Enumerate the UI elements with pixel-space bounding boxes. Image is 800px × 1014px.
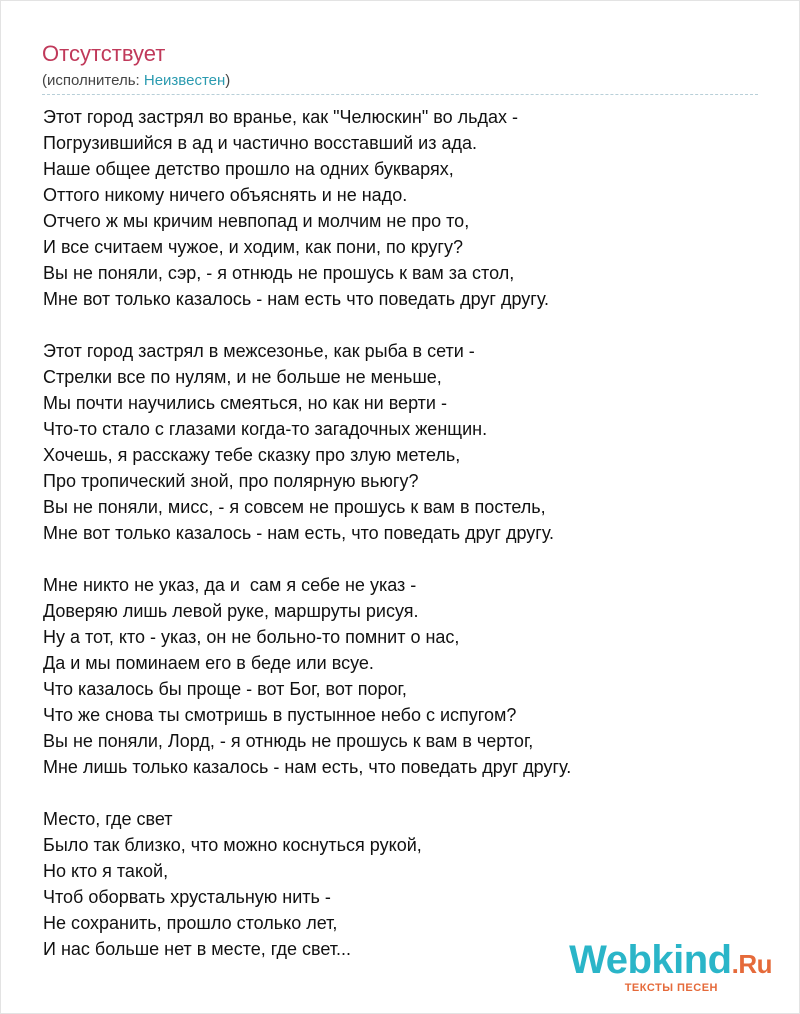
artist-prefix: (исполнитель: [42,72,144,89]
lyric-line: Мне никто не указ, да и сам я себе не указ - [43,575,417,595]
lyric-line: Хочешь, я расскажу тебе сказку про злую метель, [43,445,461,465]
lyric-line: Доверяю лишь левой руке, маршруты рисуя. [43,601,419,621]
lyric-line: Что-то стало с глазами когда-то загадочных женщин. [43,419,488,439]
artist-suffix: ) [225,72,231,89]
lyric-line: Вы не поняли, мисс, - я совсем не прошусь к вам в постель, [43,497,546,517]
lyric-line: Погрузившийся в ад и частично восставший из ада. [43,133,478,153]
lyric-line: Да и мы поминаем его в беде или всуе. [43,653,374,673]
lyric-line: Мы почти научились смеяться, но как ни верти - [43,393,447,413]
lyric-line: Вы не поняли, сэр, - я отнюдь не прошусь к вам за стол, [43,263,515,283]
lyric-line: Не сохранить, прошло столько лет, [43,913,338,933]
lyric-line: Оттого никому ничего объяснять и не надо. [43,185,408,205]
song-header [42,40,758,91]
lyric-line: Этот город застрял в межсезонье, как рыба в сети - [43,341,475,361]
lyric-line: Место, где свет [43,809,173,829]
lyrics-body [43,104,770,962]
lyric-line: Чтоб оборвать хрустальную нить - [43,887,331,907]
artist-link[interactable]: Неизвестен [143,72,226,89]
lyric-line: Ну а тот, кто - указ, он не больно-то помнит о нас, [43,627,460,647]
song-title: Отсутствует [42,41,166,66]
lyric-line: Про тропический зной, про полярную вьюгу? [43,471,419,491]
lyrics-stanza [43,572,770,780]
lyrics-stanza [43,104,770,312]
site-logo[interactable] [569,940,772,994]
lyric-line: Но кто я такой, [43,861,169,881]
lyric-line: Мне вот только казалось - нам есть, что поведать друг другу. [43,523,555,543]
lyric-line: Было так близко, что можно коснуться рукой, [43,835,422,855]
lyric-line: Мне вот только казалось - нам есть что поведать друг другу. [43,289,550,309]
lyric-line: И нас больше нет в месте, где свет... [43,939,352,959]
lyric-line: Отчего ж мы кричим невпопад и молчим не про то, [43,211,470,231]
lyric-line: И все считаем чужое, и ходим, как пони, по кругу? [43,237,463,257]
lyric-line: Что же снова ты смотришь в пустынное небо с испугом? [43,705,517,725]
logo-name: Webkind [569,938,732,982]
logo-wordmark [569,940,772,984]
lyrics-stanza [43,338,770,546]
lyric-line: Вы не поняли, Лорд, - я отнюдь не прошусь к вам в чертог, [43,731,534,751]
lyric-line: Мне лишь только казалось - нам есть, что поведать друг другу. [43,757,572,777]
lyric-line: Стрелки все по нулям, и не больше не меньше, [43,367,442,387]
artist-line [42,71,758,91]
lyric-line: Наше общее детство прошло на одних букварях, [43,159,454,179]
logo-tld: .Ru [731,949,772,979]
lyric-line: Что казалось бы проще - вот Бог, вот порог, [43,679,407,699]
lyric-line: Этот город застрял во вранье, как "Челюскин" во льдах - [43,107,518,127]
header-divider [42,94,758,95]
logo-tagline: ТЕКСТЫ ПЕСЕН [624,982,718,994]
